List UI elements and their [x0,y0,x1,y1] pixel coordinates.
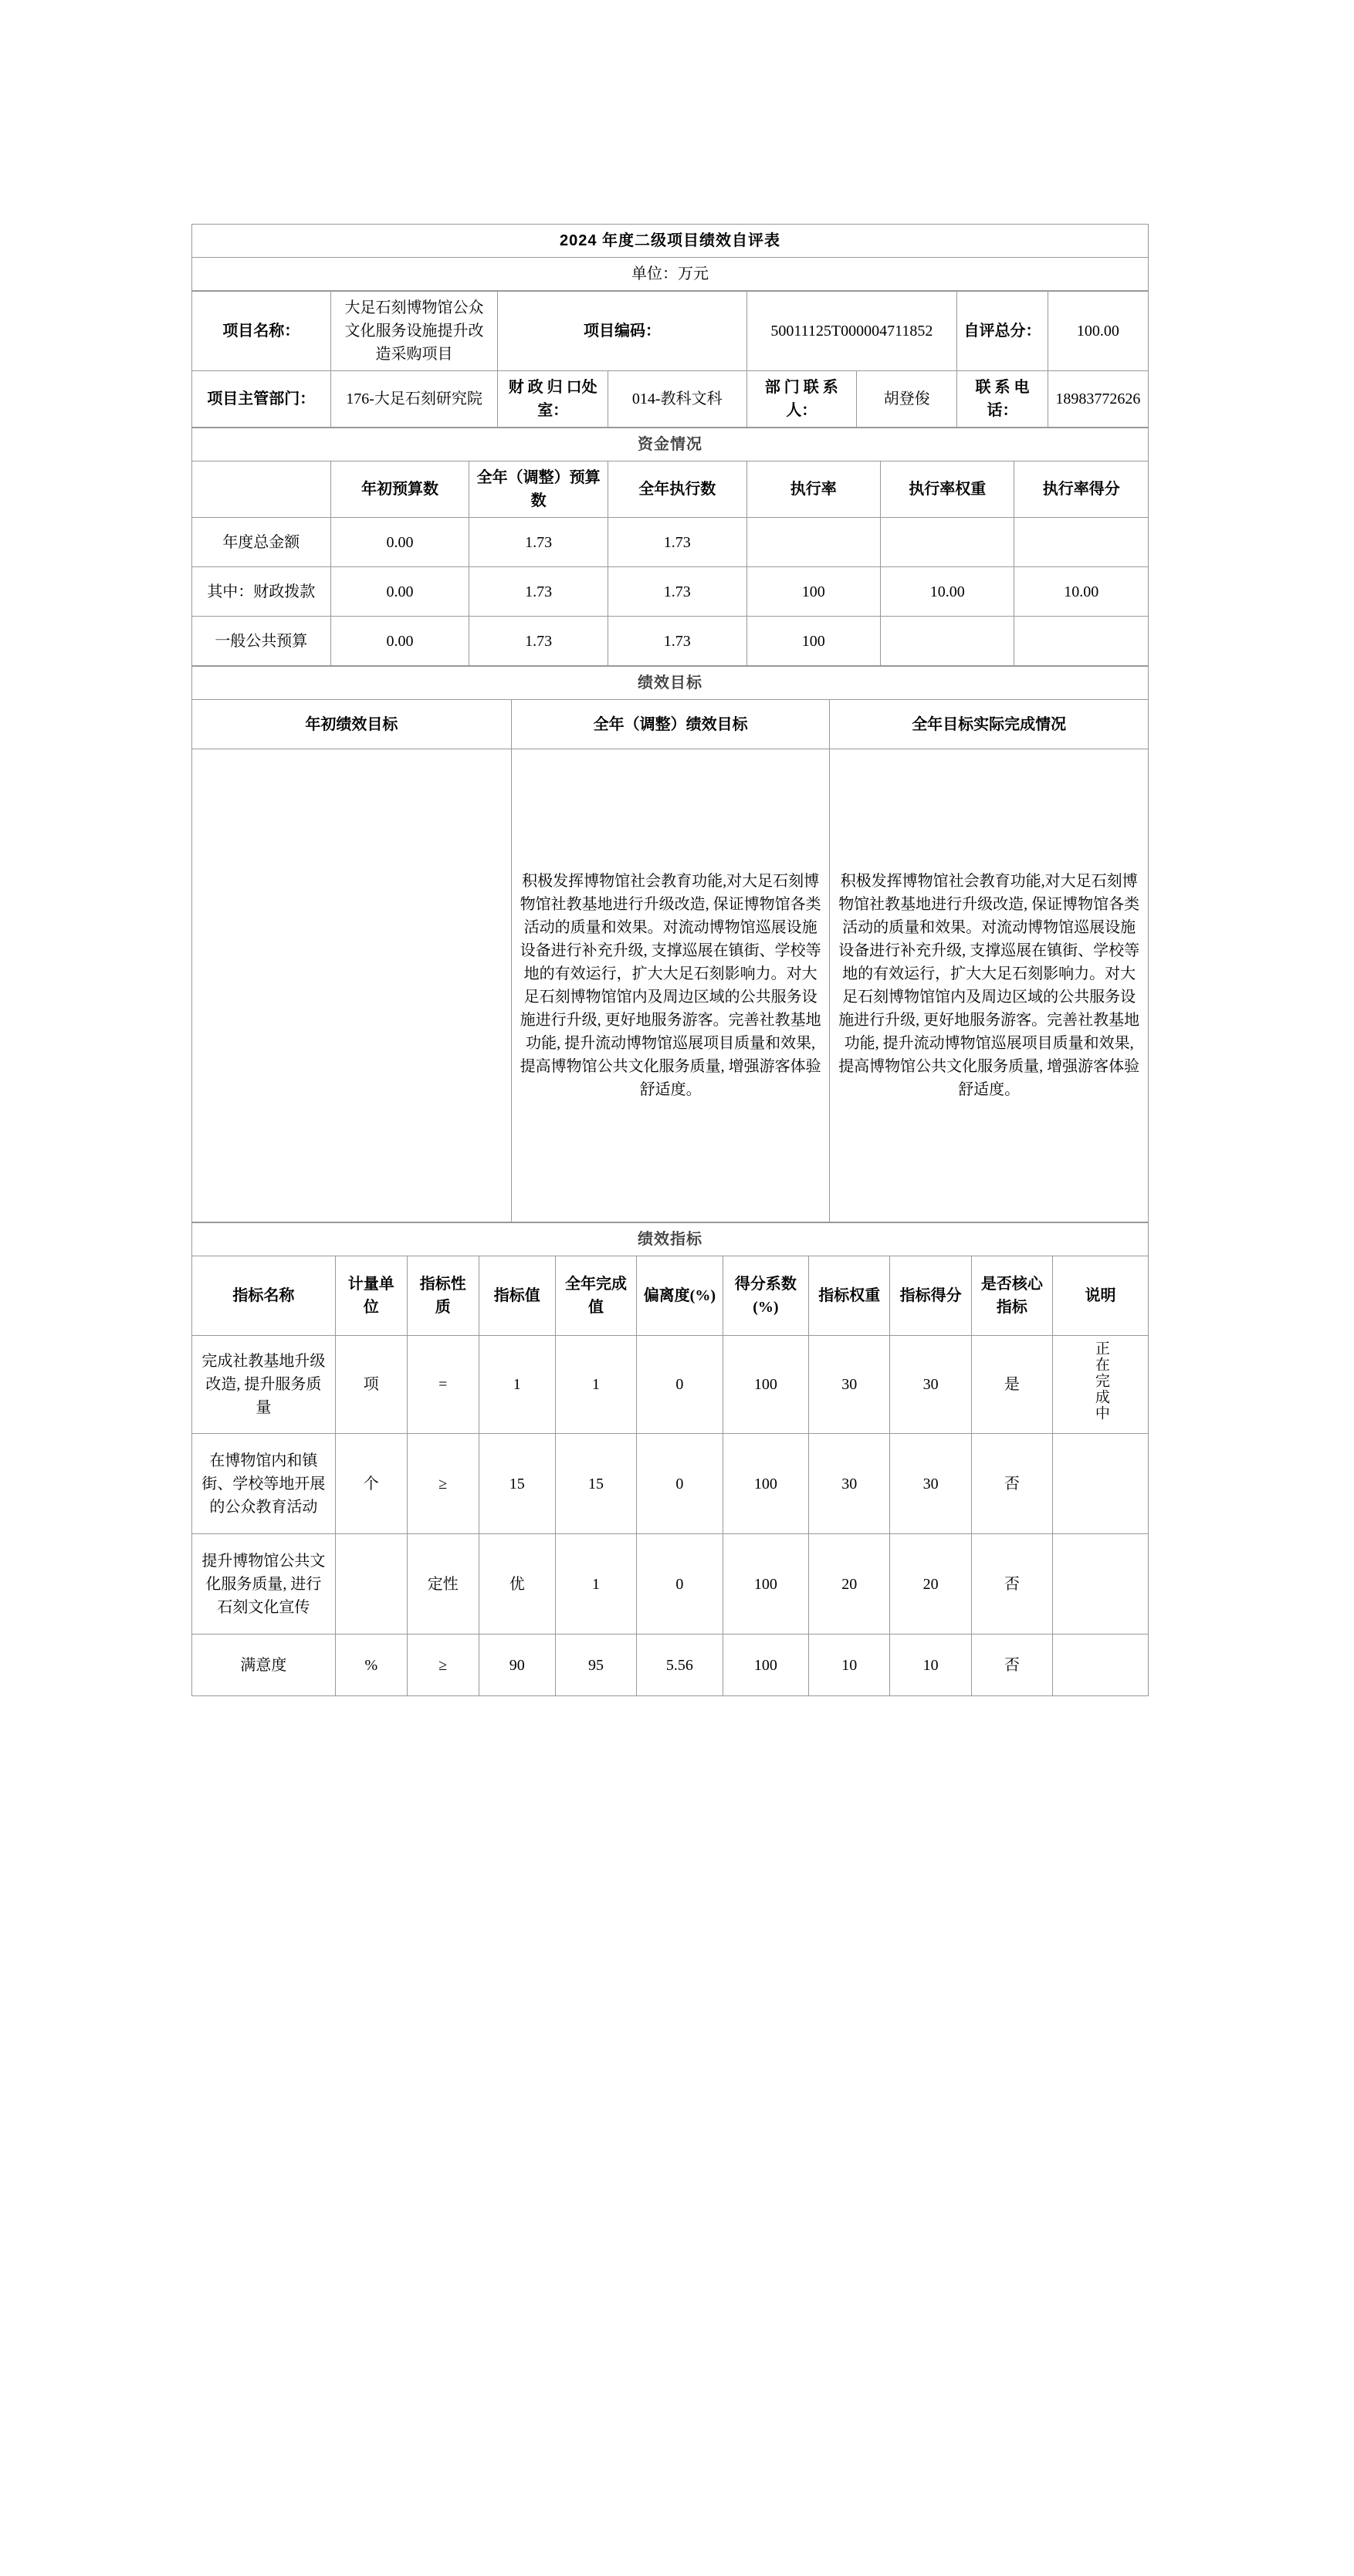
indicators-header-6: 得分系数(%) [723,1256,809,1336]
indicator-3-unit: % [335,1635,407,1696]
document-page [191,224,1149,1696]
funds-header-0 [192,461,331,518]
indicator-0-name: 完成社教基地升级改造, 提升服务质量 [192,1336,336,1434]
indicators-section-title: 绩效指标 [192,1223,1149,1256]
indicator-2-weight: 20 [809,1534,890,1635]
table-row [192,1336,1149,1434]
indicator-3-coefficient: 100 [723,1635,809,1696]
indicators-header-5: 偏离度(%) [637,1256,723,1336]
project-name-label: 项目名称： [192,292,331,371]
project-name-value: 大足石刻博物馆公众文化服务设施提升改造采购项目 [330,292,498,371]
indicator-3-name: 满意度 [192,1635,336,1696]
indicator-0-unit: 项 [335,1336,407,1434]
indicator-1-is-core: 否 [971,1434,1052,1534]
funds-row-1-initial: 0.00 [330,567,469,617]
indicators-header-7: 指标权重 [809,1256,890,1336]
title-table [191,224,1149,291]
indicators-header-1: 计量单位 [335,1256,407,1336]
indicator-0-deviation: 0 [637,1336,723,1434]
indicator-1-nature: ≥ [407,1434,479,1534]
indicators-header-9: 是否核心指标 [971,1256,1052,1336]
indicators-table [191,1222,1149,1696]
indicator-0-actual: 1 [555,1336,636,1434]
funds-header-1: 年初预算数 [330,461,469,518]
indicator-2-coefficient: 100 [723,1534,809,1635]
indicator-2-actual: 1 [555,1534,636,1635]
funds-row-1-rate: 100 [746,567,880,617]
funds-row-1-score: 10.00 [1014,567,1149,617]
indicator-0-note-text: 正在完成中 [1092,1340,1109,1422]
funds-row-0-weight [881,518,1014,567]
indicator-1-score: 30 [890,1434,971,1534]
table-row [192,1534,1149,1635]
phone-value: 18983772626 [1048,371,1148,428]
table-row [192,749,1149,1222]
dept-value: 176-大足石刻研究院 [330,371,498,428]
indicator-1-deviation: 0 [637,1434,723,1534]
funds-row-2-weight [881,617,1014,666]
funds-row-2-rate: 100 [746,617,880,666]
indicator-2-is-core: 否 [971,1534,1052,1635]
funds-row-0-adjusted: 1.73 [469,518,608,567]
funds-row-0-initial: 0.00 [330,518,469,567]
funds-row-2-adjusted: 1.73 [469,617,608,666]
contact-label: 部 门 联 系人： [746,371,856,428]
indicator-0-target: 1 [479,1336,555,1434]
project-code-value: 50011125T000004711852 [746,292,957,371]
goals-header-1: 全年（调整）绩效目标 [511,700,830,749]
indicator-2-nature: 定性 [407,1534,479,1635]
phone-label: 联 系 电 话： [957,371,1048,428]
funds-table [191,428,1149,666]
indicators-header-10: 说明 [1053,1256,1149,1336]
project-code-label: 项目编码： [498,292,746,371]
goals-actual-value: 积极发挥博物馆社会教育功能,对大足石刻博物馆社教基地进行升级改造, 保证博物馆各类活动的质量和效果。对流动博物馆巡展设施设备进行补充升级, 支撑巡展在镇街、学校等地的有效运行，扩大大足石刻影响力。对大足石刻博物馆馆内及周边区域的公共服务设施进行升级, 更好地服务游客。完善社教基地功能, 提升流动博物馆巡展项目质量和效果, 提高博物馆公共文化服务质量, 增强游客体验舒适度。 [830,749,1149,1222]
self-score-value: 100.00 [1048,292,1148,371]
table-row [192,1434,1149,1534]
indicators-header-8: 指标得分 [890,1256,971,1336]
unit-note: 单位：万元 [192,258,1149,291]
goals-header-2: 全年目标实际完成情况 [830,700,1149,749]
indicator-1-name: 在博物馆内和镇街、学校等地开展的公众教育活动 [192,1434,336,1534]
indicator-2-deviation: 0 [637,1534,723,1635]
indicators-header-2: 指标性质 [407,1256,479,1336]
indicator-1-actual: 15 [555,1434,636,1534]
indicator-0-is-core: 是 [971,1336,1052,1434]
project-info-table [191,291,1149,428]
indicator-3-note [1053,1635,1149,1696]
funds-row-2-label: 一般公共预算 [192,617,331,666]
table-row [192,1635,1149,1696]
table-row [192,617,1149,666]
indicator-2-target: 优 [479,1534,555,1635]
funds-row-0-rate [746,518,880,567]
indicator-2-note [1053,1534,1149,1635]
indicators-header-4: 全年完成值 [555,1256,636,1336]
finance-office-label: 财 政 归 口处室： [498,371,608,428]
funds-row-0-label: 年度总金额 [192,518,331,567]
indicator-1-unit: 个 [335,1434,407,1534]
indicator-0-weight: 30 [809,1336,890,1434]
indicator-3-actual: 95 [555,1635,636,1696]
funds-row-2-initial: 0.00 [330,617,469,666]
funds-row-1-executed: 1.73 [608,567,746,617]
indicator-1-weight: 30 [809,1434,890,1534]
indicator-0-score: 30 [890,1336,971,1434]
indicator-3-nature: ≥ [407,1635,479,1696]
indicators-header-3: 指标值 [479,1256,555,1336]
indicator-1-note [1053,1434,1149,1534]
indicator-0-nature: = [407,1336,479,1434]
indicator-3-is-core: 否 [971,1635,1052,1696]
indicator-1-coefficient: 100 [723,1434,809,1534]
table-row [192,567,1149,617]
indicator-2-unit [335,1534,407,1635]
indicator-1-target: 15 [479,1434,555,1534]
funds-row-1-weight: 10.00 [881,567,1014,617]
indicators-header-0: 指标名称 [192,1256,336,1336]
indicator-3-deviation: 5.56 [637,1635,723,1696]
funds-header-3: 全年执行数 [608,461,746,518]
funds-row-0-executed: 1.73 [608,518,746,567]
indicator-0-coefficient: 100 [723,1336,809,1434]
table-row [192,518,1149,567]
funds-section-title: 资金情况 [192,428,1149,461]
funds-header-2: 全年（调整）预算数 [469,461,608,518]
funds-row-2-executed: 1.73 [608,617,746,666]
funds-header-4: 执行率 [746,461,880,518]
indicator-3-target: 90 [479,1635,555,1696]
funds-row-1-adjusted: 1.73 [469,567,608,617]
indicator-3-score: 10 [890,1635,971,1696]
page-title: 2024 年度二级项目绩效自评表 [192,225,1149,258]
funds-row-1-label: 其中：财政拨款 [192,567,331,617]
goals-table [191,666,1149,1222]
goals-header-0: 年初绩效目标 [192,700,512,749]
goals-adjusted-value: 积极发挥博物馆社会教育功能,对大足石刻博物馆社教基地进行升级改造, 保证博物馆各类活动的质量和效果。对流动博物馆巡展设施设备进行补充升级, 支撑巡展在镇街、学校等地的有效运行，扩大大足石刻影响力。对大足石刻博物馆馆内及周边区域的公共服务设施进行升级, 更好地服务游客。完善社教基地功能, 提升流动博物馆巡展项目质量和效果, 提高博物馆公共文化服务质量, 增强游客体验舒适度。 [511,749,830,1222]
funds-row-2-score [1014,617,1149,666]
goals-section-title: 绩效目标 [192,667,1149,700]
dept-label: 项目主管部门： [192,371,331,428]
indicator-2-name: 提升博物馆公共文化服务质量, 进行石刻文化宣传 [192,1534,336,1635]
funds-header-6: 执行率得分 [1014,461,1149,518]
indicator-3-weight: 10 [809,1635,890,1696]
funds-row-0-score [1014,518,1149,567]
finance-office-value: 014-教科文科 [608,371,746,428]
indicator-2-score: 20 [890,1534,971,1635]
indicator-0-note [1053,1336,1149,1434]
self-score-label: 自评总分： [957,292,1048,371]
funds-header-5: 执行率权重 [881,461,1014,518]
contact-value: 胡登俊 [857,371,957,428]
goals-initial-value [192,749,512,1222]
